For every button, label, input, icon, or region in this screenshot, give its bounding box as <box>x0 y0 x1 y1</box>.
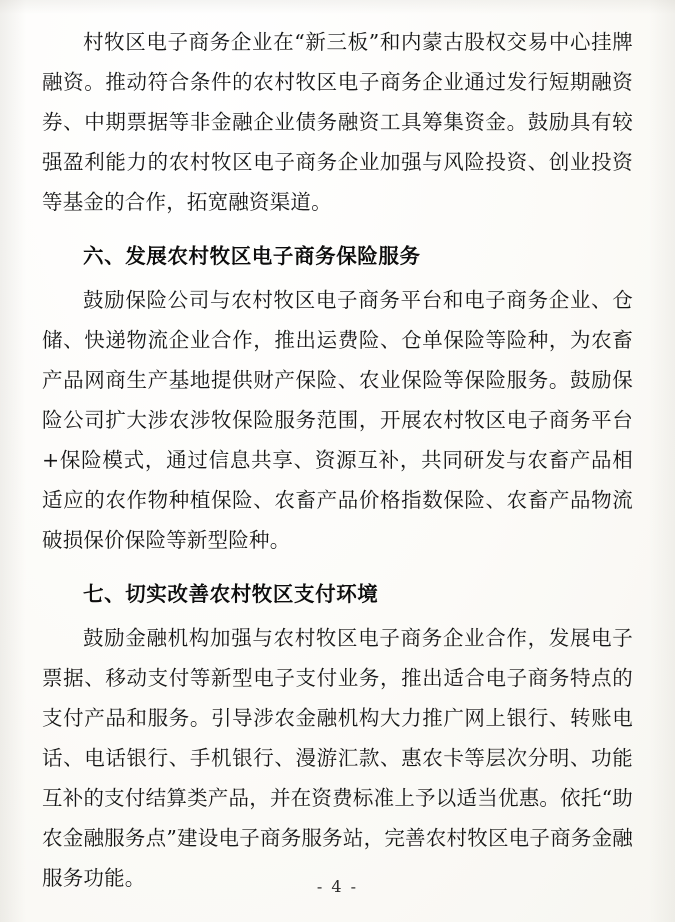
paragraph-insurance: 鼓励保险公司与农村牧区电子商务平台和电子商务企业、仓储、快递物流企业合作，推出运费险、仓单保险等险种，为农畜产品网商生产基地提供财产保险、农业保险等保险服务。鼓励保险公司扩大涉农涉牧保险服务范围，开展农村牧区电子商务平台+保险模式，通过信息共享、资源互补，共同研发与农畜产品相适应的农作物种植保险、农畜产品价格指数保险、农畜产品物流破损保价保险等新型险种。 <box>42 288 633 552</box>
paragraph-payment: 鼓励金融机构加强与农村牧区电子商务企业合作，发展电子票据、移动支付等新型电子支付业务，推出适合电子商务特点的支付产品和服务。引导涉农金融机构大力推广网上银行、转账电话、电话银行、手机银行、漫游汇款、惠农卡等层次分明、功能互补的支付结算类产品，并在资费标准上予以适当优惠。依托“助农金融服务点”建设电子商务服务站，完善农村牧区电子商务金融服务功能。 <box>42 626 633 890</box>
page-top-shadow <box>0 0 675 14</box>
paragraph-financing: 村牧区电子商务企业在“新三板”和内蒙古股权交易中心挂牌融资。推动符合条件的农村牧区电子商务企业通过发行短期融资券、中期票据等非金融企业债务融资工具筹集资金。鼓励具有较强盈利能力的农村牧区电子商务企业加强与风险投资、创业投资等基金的合作，拓宽融资渠道。 <box>42 30 633 214</box>
section-heading-seven: 七、切实改善农村牧区支付环境 <box>83 582 379 606</box>
section-heading-six: 六、发展农村牧区电子商务保险服务 <box>83 244 421 268</box>
page-left-shadow <box>0 0 26 922</box>
document-body <box>42 22 633 898</box>
page-number: - 4 - <box>316 877 359 896</box>
page-right-shadow <box>649 0 675 922</box>
